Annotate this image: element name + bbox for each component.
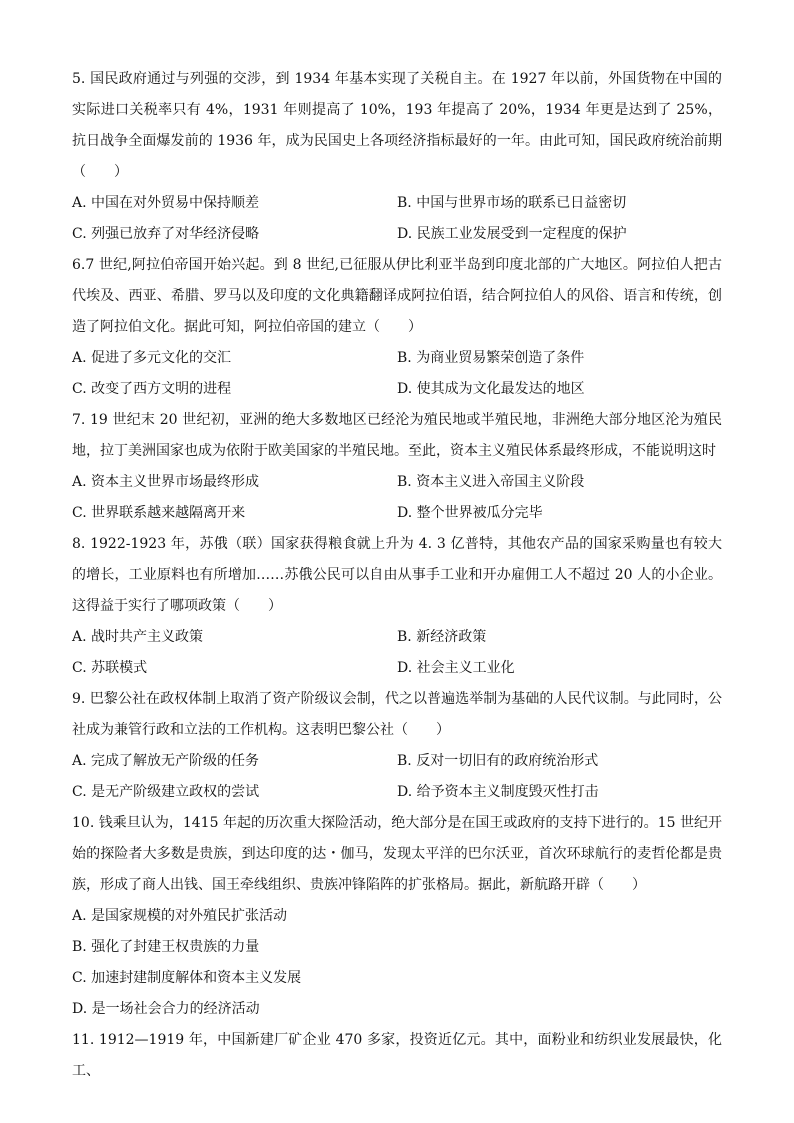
question-stem: 5. 国民政府通过与列强的交涉，到 1934 年基本实现了关税自主。在 1927 年以前，外国货物在中国的实际进口关税率只有 4%，1931 年则提高了 10%，193 年提高了 20%，1934 年更是达到了 25%，抗日战争全面爆发前的 1936 年，成为民国史上各项经济指标最好的一年。由此可知，国民政府统治前期（ ）: [72, 71, 722, 180]
option-d: D. 是一场社会合力的经济活动: [72, 1001, 260, 1017]
option-d: D. 社会主义工业化: [397, 660, 515, 676]
option-b: B. 为商业贸易繁荣创造了条件: [397, 350, 585, 366]
option-b: B. 资本主义进入帝国主义阶段: [397, 474, 585, 490]
option-c: C. 苏联模式: [72, 660, 148, 676]
option-c: C. 加速封建制度解体和资本主义发展: [72, 970, 302, 986]
option-c: C. 列强已放弃了对华经济侵略: [72, 226, 260, 242]
question-8: [72, 529, 722, 684]
question-stem: 10. 钱乘旦认为，1415 年起的历次重大探险活动，绝大部分是在国王或政府的支持下进行的。15 世纪开始的探险者大多数是贵族，到达印度的达・伽马，发现太平洋的巴尔沃亚，首次环球航行的麦哲伦都是贵族，形成了商人出钱、国王牵线组织、贵族冲锋陷阵的扩张格局。据此，新航路开辟（ ）: [72, 815, 722, 893]
question-stem: 6.7 世纪,阿拉伯帝国开始兴起。到 8 世纪,已征服从伊比利亚半岛到印度北部的广大地区。阿拉伯人把古代埃及、西亚、希腊、罗马以及印度的文化典籍翻译成阿拉伯语，结合阿拉伯人的风俗、语言和传统，创造了阿拉伯文化。据此可知，阿拉伯帝国的建立（ ）: [72, 257, 722, 335]
question-options: [72, 622, 722, 684]
option-c: C. 是无产阶级建立政权的尝试: [72, 784, 260, 800]
question-stem: 8. 1922-1923 年，苏俄（联）国家获得粮食就上升为 4. 3 亿普特，其他农产品的国家采购量也有较大的增长，工业原料也有所增加……苏俄公民可以自由从事手工业和开办雇佣工人不超过 20 人的小企业。这得益于实行了哪项政策（ ）: [72, 536, 722, 614]
question-11: [72, 1025, 722, 1087]
option-a: A. 促进了多元文化的交汇: [72, 350, 232, 366]
question-options: [72, 188, 722, 250]
question-options: [72, 467, 722, 529]
option-d: D. 民族工业发展受到一定程度的保护: [397, 226, 627, 242]
question-stem: 9. 巴黎公社在政权体制上取消了资产阶级议会制，代之以普遍选举制为基础的人民代议制。与此同时，公社成为兼管行政和立法的工作机构。这表明巴黎公社（ ）: [72, 691, 722, 738]
question-stem: 11. 1912—1919 年，中国新建厂矿企业 470 多家，投资近亿元。其中，面粉业和纺织业发展最快，化工、: [72, 1032, 722, 1079]
question-6: [72, 250, 722, 405]
option-d: D. 整个世界被瓜分完毕: [397, 505, 543, 521]
question-options: [72, 343, 722, 405]
option-d: D. 给予资本主义制度毁灭性打击: [397, 784, 599, 800]
option-a: A. 完成了解放无产阶级的任务: [72, 753, 260, 769]
option-d: D. 使其成为文化最发达的地区: [397, 381, 585, 397]
option-a: A. 战时共产主义政策: [72, 629, 204, 645]
option-b: B. 中国与世界市场的联系已日益密切: [397, 195, 627, 211]
option-c: C. 世界联系越来越隔离开来: [72, 505, 246, 521]
option-a: A. 资本主义世界市场最终形成: [72, 474, 260, 490]
option-a: A. 是国家规模的对外殖民扩张活动: [72, 908, 288, 924]
question-5: [72, 64, 722, 250]
question-10: [72, 808, 722, 1025]
question-9: [72, 684, 722, 808]
question-options: [72, 901, 722, 1025]
question-stem: 7. 19 世纪末 20 世纪初，亚洲的绝大多数地区已经沦为殖民地或半殖民地，非洲绝大部分地区沦为殖民地，拉丁美洲国家也成为依附于欧美国家的半殖民地。至此，资本主义殖民体系最终形成，不能说明这时: [72, 412, 722, 459]
option-b: B. 新经济政策: [397, 629, 487, 645]
option-b: B. 强化了封建王权贵族的力量: [72, 939, 260, 955]
option-c: C. 改变了西方文明的进程: [72, 381, 232, 397]
questions-list: [72, 64, 722, 1087]
option-b: B. 反对一切旧有的政府统治形式: [397, 753, 599, 769]
option-a: A. 中国在对外贸易中保持顺差: [72, 195, 260, 211]
question-7: [72, 405, 722, 529]
question-options: [72, 746, 722, 808]
